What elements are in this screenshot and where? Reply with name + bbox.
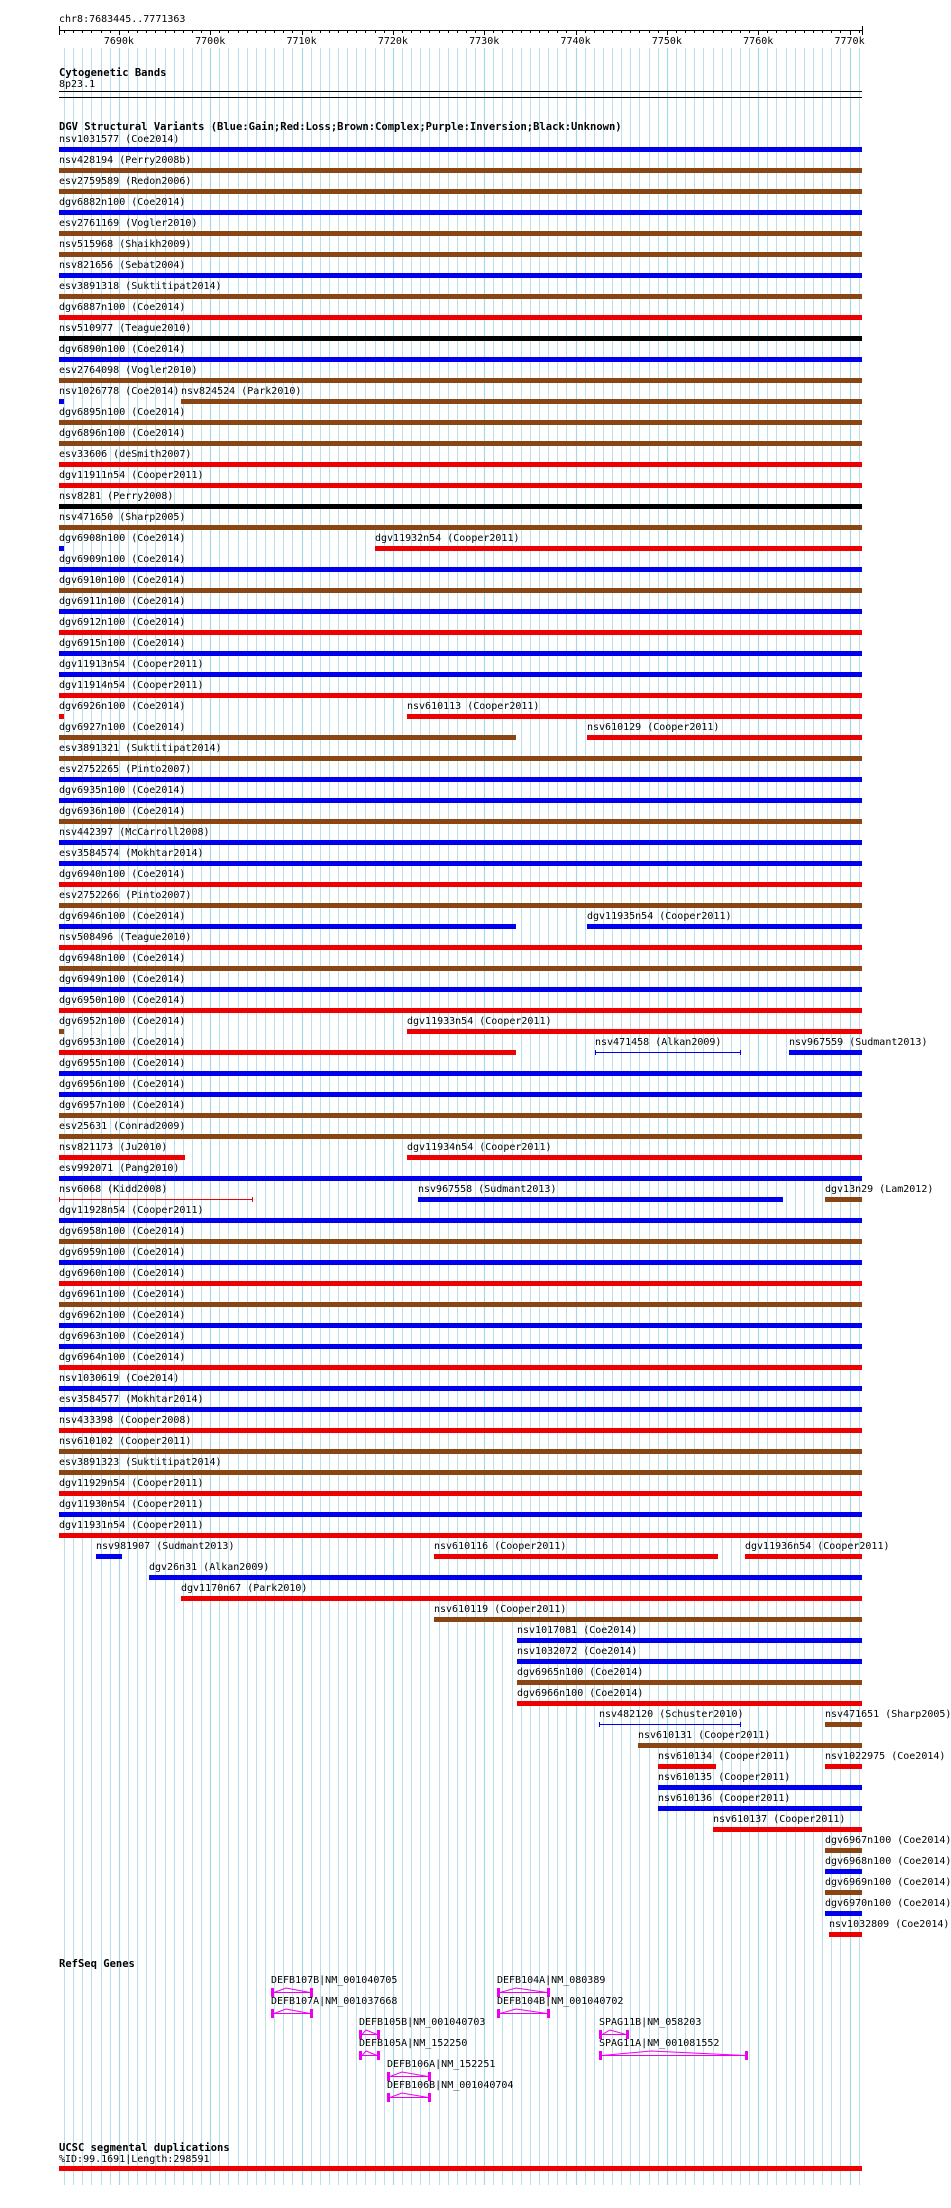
- dgv-feature-bar[interactable]: [59, 756, 862, 761]
- dgv-feature-bar[interactable]: [59, 378, 862, 383]
- dgv-feature-label[interactable]: nsv610113 (Cooper2011): [407, 701, 540, 712]
- dgv-feature-label[interactable]: nsv1031577 (Coe2014): [59, 134, 180, 145]
- dgv-feature-bar[interactable]: [59, 399, 64, 404]
- dgv-feature-bar[interactable]: [517, 1659, 862, 1664]
- cytoband-ideogram-line-bottom: [59, 97, 862, 98]
- dgv-feature-label[interactable]: dgv11914n54 (Cooper2011): [59, 680, 204, 691]
- dgv-feature-bar[interactable]: [595, 1050, 741, 1055]
- gene-label[interactable]: DEFB104B|NM_001040702: [497, 1996, 624, 2007]
- dgv-feature-label[interactable]: dgv6965n100 (Coe2014): [517, 1667, 644, 1678]
- dgv-feature-bar[interactable]: [59, 1071, 862, 1076]
- dgv-feature-bar[interactable]: [59, 462, 862, 467]
- dgv-feature-label[interactable]: nsv1032072 (Coe2014): [517, 1646, 638, 1657]
- dgv-feature-label[interactable]: nsv1030619 (Coe2014): [59, 1373, 180, 1384]
- cytoband-track-title: Cytogenetic Bands: [59, 67, 167, 79]
- dgv-feature-bar[interactable]: [825, 1869, 862, 1874]
- ruler-tick-label: 7730k: [469, 36, 500, 47]
- coordinate-ruler[interactable]: [0, 24, 890, 48]
- dgv-feature-bar[interactable]: [59, 1008, 862, 1013]
- dgv-feature-bar[interactable]: [59, 903, 862, 908]
- dgv-feature-label[interactable]: dgv11928n54 (Cooper2011): [59, 1205, 204, 1216]
- dgv-feature-bar[interactable]: [638, 1743, 862, 1748]
- dgv-feature-label[interactable]: esv3584577 (Mokhtar2014): [59, 1394, 204, 1405]
- gene-label[interactable]: SPAG11A|NM_001081552: [599, 2038, 720, 2049]
- dgv-feature-label[interactable]: nsv1022975 (Coe2014): [825, 1751, 946, 1762]
- dgv-feature-label[interactable]: nsv428194 (Perry2008b): [59, 155, 192, 166]
- gene-model[interactable]: [271, 2007, 315, 2019]
- dgv-feature-label[interactable]: dgv11929n54 (Cooper2011): [59, 1478, 204, 1489]
- dgv-feature-bar[interactable]: [59, 168, 862, 173]
- dgv-feature-bar[interactable]: [59, 1344, 862, 1349]
- dgv-feature-bar[interactable]: [59, 924, 516, 929]
- dgv-feature-bar[interactable]: [59, 1281, 862, 1286]
- dgv-feature-label[interactable]: esv3891318 (Suktitipat2014): [59, 281, 222, 292]
- dgv-feature-bar[interactable]: [59, 1113, 862, 1118]
- dgv-feature-label[interactable]: nsv610102 (Cooper2011): [59, 1436, 192, 1447]
- dgv-feature-bar[interactable]: [407, 714, 862, 719]
- dgv-feature-bar[interactable]: [587, 924, 862, 929]
- dgv-feature-label[interactable]: dgv6908n100 (Coe2014): [59, 533, 186, 544]
- dgv-feature-label[interactable]: nsv610119 (Cooper2011): [434, 1604, 567, 1615]
- dgv-feature-bar[interactable]: [59, 567, 862, 572]
- ruler-tick-label: 7760k: [743, 36, 774, 47]
- dgv-feature-bar[interactable]: [59, 1512, 862, 1517]
- dgv-feature-bar[interactable]: [658, 1785, 862, 1790]
- dgv-feature-label[interactable]: esv3891321 (Suktitipat2014): [59, 743, 222, 754]
- dgv-feature-bar[interactable]: [407, 1155, 862, 1160]
- dgv-feature-bar[interactable]: [825, 1911, 862, 1916]
- dgv-feature-label[interactable]: dgv6935n100 (Coe2014): [59, 785, 186, 796]
- dgv-feature-bar[interactable]: [434, 1554, 718, 1559]
- dgv-feature-label[interactable]: nsv471651 (Sharp2005): [825, 1709, 951, 1720]
- dgv-feature-bar[interactable]: [59, 1260, 862, 1265]
- dgv-feature-label[interactable]: esv2752266 (Pinto2007): [59, 890, 192, 901]
- dgv-feature-bar[interactable]: [59, 357, 862, 362]
- dgv-feature-bar[interactable]: [59, 231, 862, 236]
- gene-label[interactable]: DEFB106A|NM_152251: [387, 2059, 496, 2070]
- dgv-feature-bar[interactable]: [59, 525, 862, 530]
- dgv-feature-label[interactable]: dgv1170n67 (Park2010): [181, 1583, 308, 1594]
- dgv-feature-bar[interactable]: [59, 1239, 862, 1244]
- dgv-feature-bar[interactable]: [517, 1638, 862, 1643]
- dgv-feature-label[interactable]: nsv610137 (Cooper2011): [713, 1814, 846, 1825]
- dgv-feature-label[interactable]: dgv6962n100 (Coe2014): [59, 1310, 186, 1321]
- dgv-feature-bar[interactable]: [59, 840, 862, 845]
- dgv-feature-bar[interactable]: [59, 1365, 862, 1370]
- dgv-feature-bar[interactable]: [59, 504, 862, 509]
- dgv-feature-label[interactable]: dgv11913n54 (Cooper2011): [59, 659, 204, 670]
- dgv-feature-label[interactable]: esv2761169 (Vogler2010): [59, 218, 198, 229]
- dgv-feature-label[interactable]: dgv6960n100 (Coe2014): [59, 1268, 186, 1279]
- dgv-feature-label[interactable]: dgv6959n100 (Coe2014): [59, 1247, 186, 1258]
- dgv-feature-bar[interactable]: [825, 1197, 862, 1202]
- gene-model[interactable]: [387, 2091, 433, 2103]
- dgv-feature-label[interactable]: dgv6961n100 (Coe2014): [59, 1289, 186, 1300]
- dgv-feature-label[interactable]: dgv6957n100 (Coe2014): [59, 1100, 186, 1111]
- dgv-feature-bar[interactable]: [181, 399, 862, 404]
- dgv-feature-label[interactable]: dgv11932n54 (Cooper2011): [375, 533, 520, 544]
- dgv-feature-label[interactable]: dgv6927n100 (Coe2014): [59, 722, 186, 733]
- dgv-feature-bar[interactable]: [59, 546, 64, 551]
- dgv-feature-bar[interactable]: [59, 672, 862, 677]
- dgv-feature-label[interactable]: nsv821656 (Sebat2004): [59, 260, 186, 271]
- dgv-feature-bar[interactable]: [59, 1470, 862, 1475]
- refseq-track-title: RefSeq Genes: [59, 1958, 135, 1970]
- dgv-feature-label[interactable]: dgv6955n100 (Coe2014): [59, 1058, 186, 1069]
- dgv-feature-bar[interactable]: [59, 315, 862, 320]
- gene-model[interactable]: [599, 2049, 750, 2061]
- dgv-feature-bar[interactable]: [745, 1554, 862, 1559]
- dgv-feature-bar[interactable]: [149, 1575, 862, 1580]
- segdup-feature[interactable]: [59, 2166, 862, 2171]
- dgv-feature-bar[interactable]: [59, 273, 862, 278]
- dgv-feature-bar[interactable]: [59, 1449, 862, 1454]
- dgv-feature-label[interactable]: dgv6949n100 (Coe2014): [59, 974, 186, 985]
- cytoband-ideogram-line: [59, 91, 862, 92]
- dgv-feature-label[interactable]: nsv821173 (Ju2010): [59, 1142, 168, 1153]
- dgv-feature-bar[interactable]: [59, 693, 862, 698]
- dgv-feature-bar[interactable]: [59, 945, 862, 950]
- dgv-feature-label[interactable]: dgv6936n100 (Coe2014): [59, 806, 186, 817]
- dgv-feature-label[interactable]: nsv6068 (Kidd2008): [59, 1184, 168, 1195]
- dgv-feature-bar[interactable]: [59, 609, 862, 614]
- gene-label[interactable]: DEFB105A|NM_152250: [359, 2038, 468, 2049]
- dgv-feature-bar[interactable]: [59, 882, 862, 887]
- dgv-feature-bar[interactable]: [375, 546, 862, 551]
- dgv-feature-label[interactable]: nsv610131 (Cooper2011): [638, 1730, 771, 1741]
- dgv-feature-label[interactable]: nsv442397 (McCarroll2008): [59, 827, 210, 838]
- gene-model[interactable]: [497, 2007, 552, 2019]
- dgv-feature-label[interactable]: esv25631 (Conrad2009): [59, 1121, 186, 1132]
- dgv-feature-label[interactable]: nsv515968 (Shaikh2009): [59, 239, 192, 250]
- dgv-feature-bar[interactable]: [59, 1197, 253, 1202]
- dgv-feature-bar[interactable]: [825, 1764, 862, 1769]
- dgv-feature-bar[interactable]: [825, 1890, 862, 1895]
- dgv-feature-bar[interactable]: [59, 588, 862, 593]
- dgv-feature-label[interactable]: dgv6926n100 (Coe2014): [59, 701, 186, 712]
- dgv-feature-bar[interactable]: [59, 1302, 862, 1307]
- gene-label[interactable]: DEFB107B|NM_001040705: [271, 1975, 398, 1986]
- dgv-feature-bar[interactable]: [59, 714, 64, 719]
- dgv-feature-bar[interactable]: [59, 1029, 64, 1034]
- dgv-feature-label[interactable]: dgv11930n54 (Cooper2011): [59, 1499, 204, 1510]
- dgv-feature-label[interactable]: dgv13n29 (Lam2012): [825, 1184, 934, 1195]
- dgv-feature-bar[interactable]: [96, 1554, 122, 1559]
- dgv-feature-bar[interactable]: [407, 1029, 862, 1034]
- dgv-feature-bar[interactable]: [59, 630, 862, 635]
- ruler-tick-label: 7750k: [651, 36, 682, 47]
- dgv-feature-label[interactable]: dgv6887n100 (Coe2014): [59, 302, 186, 313]
- dgv-feature-bar[interactable]: [59, 336, 862, 341]
- dgv-feature-label[interactable]: esv2759589 (Redon2006): [59, 176, 192, 187]
- dgv-feature-label[interactable]: nsv471650 (Sharp2005): [59, 512, 186, 523]
- dgv-feature-label[interactable]: nsv824524 (Park2010): [181, 386, 302, 397]
- dgv-feature-label[interactable]: dgv6909n100 (Coe2014): [59, 554, 186, 565]
- dgv-feature-label[interactable]: nsv433398 (Cooper2008): [59, 1415, 192, 1426]
- dgv-feature-bar[interactable]: [59, 483, 862, 488]
- gene-label[interactable]: SPAG11B|NM_058203: [599, 2017, 702, 2028]
- dgv-feature-label[interactable]: dgv6963n100 (Coe2014): [59, 1331, 186, 1342]
- dgv-feature-bar[interactable]: [59, 987, 862, 992]
- dgv-feature-bar[interactable]: [825, 1848, 862, 1853]
- cytoband-label[interactable]: 8p23.1: [59, 79, 96, 90]
- dgv-feature-label[interactable]: esv992071 (Pang2010): [59, 1163, 180, 1174]
- dgv-feature-label[interactable]: nsv610116 (Cooper2011): [434, 1541, 567, 1552]
- dgv-feature-bar[interactable]: [59, 1155, 185, 1160]
- dgv-feature-bar[interactable]: [418, 1197, 783, 1202]
- dgv-feature-bar[interactable]: [59, 651, 862, 656]
- dgv-feature-bar[interactable]: [59, 966, 862, 971]
- dgv-feature-bar[interactable]: [713, 1827, 862, 1832]
- dgv-feature-bar[interactable]: [587, 735, 862, 740]
- dgv-feature-bar[interactable]: [517, 1701, 862, 1706]
- segdup-track-title: UCSC segmental duplications: [59, 2142, 230, 2154]
- ruler-tick-label: 7740k: [560, 36, 591, 47]
- dgv-feature-label[interactable]: dgv6890n100 (Coe2014): [59, 344, 186, 355]
- dgv-feature-bar[interactable]: [59, 1092, 862, 1097]
- dgv-feature-label[interactable]: dgv6911n100 (Coe2014): [59, 596, 186, 607]
- dgv-feature-label[interactable]: dgv6895n100 (Coe2014): [59, 407, 186, 418]
- dgv-feature-bar[interactable]: [599, 1722, 741, 1727]
- dgv-feature-label[interactable]: esv2752265 (Pinto2007): [59, 764, 192, 775]
- dgv-feature-bar[interactable]: [59, 1533, 862, 1538]
- dgv-feature-label[interactable]: nsv1017081 (Coe2014): [517, 1625, 638, 1636]
- dgv-feature-bar[interactable]: [829, 1932, 862, 1937]
- dgv-feature-label[interactable]: dgv6946n100 (Coe2014): [59, 911, 186, 922]
- gene-label[interactable]: DEFB104A|NM_080389: [497, 1975, 606, 1986]
- dgv-feature-label[interactable]: dgv6940n100 (Coe2014): [59, 869, 186, 880]
- dgv-feature-label[interactable]: dgv6896n100 (Coe2014): [59, 428, 186, 439]
- dgv-feature-label[interactable]: esv3891323 (Suktitipat2014): [59, 1457, 222, 1468]
- dgv-feature-bar[interactable]: [59, 1323, 862, 1328]
- dgv-feature-bar[interactable]: [59, 735, 516, 740]
- dgv-feature-label[interactable]: dgv6968n100 (Coe2014): [825, 1856, 951, 1867]
- dgv-feature-label[interactable]: dgv6969n100 (Coe2014): [825, 1877, 951, 1888]
- dgv-feature-bar[interactable]: [59, 861, 862, 866]
- dgv-feature-bar[interactable]: [59, 1407, 862, 1412]
- dgv-feature-label[interactable]: dgv6964n100 (Coe2014): [59, 1352, 186, 1363]
- gene-label[interactable]: DEFB105B|NM_001040703: [359, 2017, 486, 2028]
- dgv-feature-bar[interactable]: [59, 189, 862, 194]
- dgv-feature-label[interactable]: dgv6966n100 (Coe2014): [517, 1688, 644, 1699]
- dgv-feature-label[interactable]: dgv6970n100 (Coe2014): [825, 1898, 951, 1909]
- dgv-feature-label[interactable]: nsv610135 (Cooper2011): [658, 1772, 791, 1783]
- dgv-feature-label[interactable]: dgv6967n100 (Coe2014): [825, 1835, 951, 1846]
- dgv-track-title: DGV Structural Variants (Blue:Gain;Red:Loss;Brown:Complex;Purple:Inversion;Black:Unknown): [59, 121, 622, 133]
- dgv-feature-label[interactable]: nsv482120 (Schuster2010): [599, 1709, 744, 1720]
- ruler-tick-label: 7720k: [377, 36, 408, 47]
- dgv-feature-label[interactable]: esv2764098 (Vogler2010): [59, 365, 198, 376]
- ruler-tick-label: 7700k: [195, 36, 226, 47]
- dgv-feature-label[interactable]: dgv11936n54 (Cooper2011): [745, 1541, 890, 1552]
- segdup-label[interactable]: %ID:99.1691|Length:298591: [59, 2154, 210, 2165]
- dgv-feature-bar[interactable]: [59, 252, 862, 257]
- dgv-feature-label[interactable]: dgv6912n100 (Coe2014): [59, 617, 186, 628]
- dgv-feature-bar[interactable]: [517, 1680, 862, 1685]
- dgv-feature-bar[interactable]: [59, 819, 862, 824]
- dgv-feature-label[interactable]: dgv6915n100 (Coe2014): [59, 638, 186, 649]
- ruler-tick-label: 7710k: [286, 36, 317, 47]
- dgv-feature-label[interactable]: nsv508496 (Teague2010): [59, 932, 192, 943]
- gene-model[interactable]: [359, 2049, 382, 2061]
- dgv-feature-bar[interactable]: [434, 1617, 862, 1622]
- dgv-feature-bar[interactable]: [59, 294, 862, 299]
- dgv-feature-label[interactable]: esv33606 (deSmith2007): [59, 449, 192, 460]
- dgv-feature-label[interactable]: dgv6882n100 (Coe2014): [59, 197, 186, 208]
- dgv-feature-label[interactable]: dgv11911n54 (Cooper2011): [59, 470, 204, 481]
- dgv-feature-bar[interactable]: [59, 1386, 862, 1391]
- dgv-feature-bar[interactable]: [59, 1218, 862, 1223]
- gene-label[interactable]: DEFB107A|NM_001037668: [271, 1996, 398, 2007]
- dgv-feature-bar[interactable]: [59, 420, 862, 425]
- dgv-feature-bar[interactable]: [658, 1806, 862, 1811]
- ruler-tick-label: 7690k: [103, 36, 134, 47]
- dgv-feature-bar[interactable]: [59, 441, 862, 446]
- dgv-feature-label[interactable]: dgv6948n100 (Coe2014): [59, 953, 186, 964]
- ruler-tick-label: 7770k: [834, 36, 865, 47]
- dgv-feature-label[interactable]: dgv6953n100 (Coe2014): [59, 1037, 186, 1048]
- dgv-feature-label[interactable]: nsv967559 (Sudmant2013): [789, 1037, 928, 1048]
- dgv-feature-label[interactable]: nsv610136 (Cooper2011): [658, 1793, 791, 1804]
- position-label: chr8:7683445..7771363: [59, 14, 186, 25]
- dgv-feature-label[interactable]: nsv610134 (Cooper2011): [658, 1751, 791, 1762]
- dgv-feature-bar[interactable]: [825, 1722, 862, 1727]
- dgv-feature-bar[interactable]: [59, 210, 862, 215]
- dgv-feature-bar[interactable]: [59, 1134, 862, 1139]
- dgv-feature-label[interactable]: nsv1026778 (Coe2014): [59, 386, 180, 397]
- dgv-feature-label[interactable]: dgv6950n100 (Coe2014): [59, 995, 186, 1006]
- dgv-feature-bar[interactable]: [59, 1050, 516, 1055]
- dgv-feature-bar[interactable]: [59, 1428, 862, 1433]
- dgv-feature-bar[interactable]: [789, 1050, 862, 1055]
- dgv-feature-bar[interactable]: [658, 1764, 716, 1769]
- dgv-feature-label[interactable]: dgv26n31 (Alkan2009): [149, 1562, 270, 1573]
- dgv-feature-bar[interactable]: [59, 1491, 862, 1496]
- dgv-feature-label[interactable]: dgv6910n100 (Coe2014): [59, 575, 186, 586]
- dgv-feature-label[interactable]: nsv967558 (Sudmant2013): [418, 1184, 557, 1195]
- dgv-feature-label[interactable]: esv3584574 (Mokhtar2014): [59, 848, 204, 859]
- dgv-feature-label[interactable]: nsv610129 (Cooper2011): [587, 722, 720, 733]
- dgv-feature-bar[interactable]: [181, 1596, 862, 1601]
- dgv-feature-label[interactable]: dgv11931n54 (Cooper2011): [59, 1520, 204, 1531]
- dgv-feature-label[interactable]: dgv6952n100 (Coe2014): [59, 1016, 186, 1027]
- dgv-feature-label[interactable]: nsv471458 (Alkan2009): [595, 1037, 722, 1048]
- dgv-feature-label[interactable]: nsv510977 (Teague2010): [59, 323, 192, 334]
- dgv-feature-label[interactable]: dgv6958n100 (Coe2014): [59, 1226, 186, 1237]
- dgv-feature-bar[interactable]: [59, 777, 862, 782]
- dgv-feature-label[interactable]: dgv11933n54 (Cooper2011): [407, 1016, 552, 1027]
- dgv-feature-label[interactable]: nsv981907 (Sudmant2013): [96, 1541, 235, 1552]
- dgv-feature-label[interactable]: dgv6956n100 (Coe2014): [59, 1079, 186, 1090]
- dgv-feature-label[interactable]: nsv1032809 (Coe2014): [829, 1919, 950, 1930]
- dgv-feature-label[interactable]: nsv8281 (Perry2008): [59, 491, 174, 502]
- dgv-feature-label[interactable]: dgv11935n54 (Cooper2011): [587, 911, 732, 922]
- dgv-feature-bar[interactable]: [59, 798, 862, 803]
- dgv-feature-bar[interactable]: [59, 147, 862, 152]
- gene-label[interactable]: DEFB106B|NM_001040704: [387, 2080, 514, 2091]
- dgv-feature-bar[interactable]: [59, 1176, 862, 1181]
- dgv-feature-label[interactable]: dgv11934n54 (Cooper2011): [407, 1142, 552, 1153]
